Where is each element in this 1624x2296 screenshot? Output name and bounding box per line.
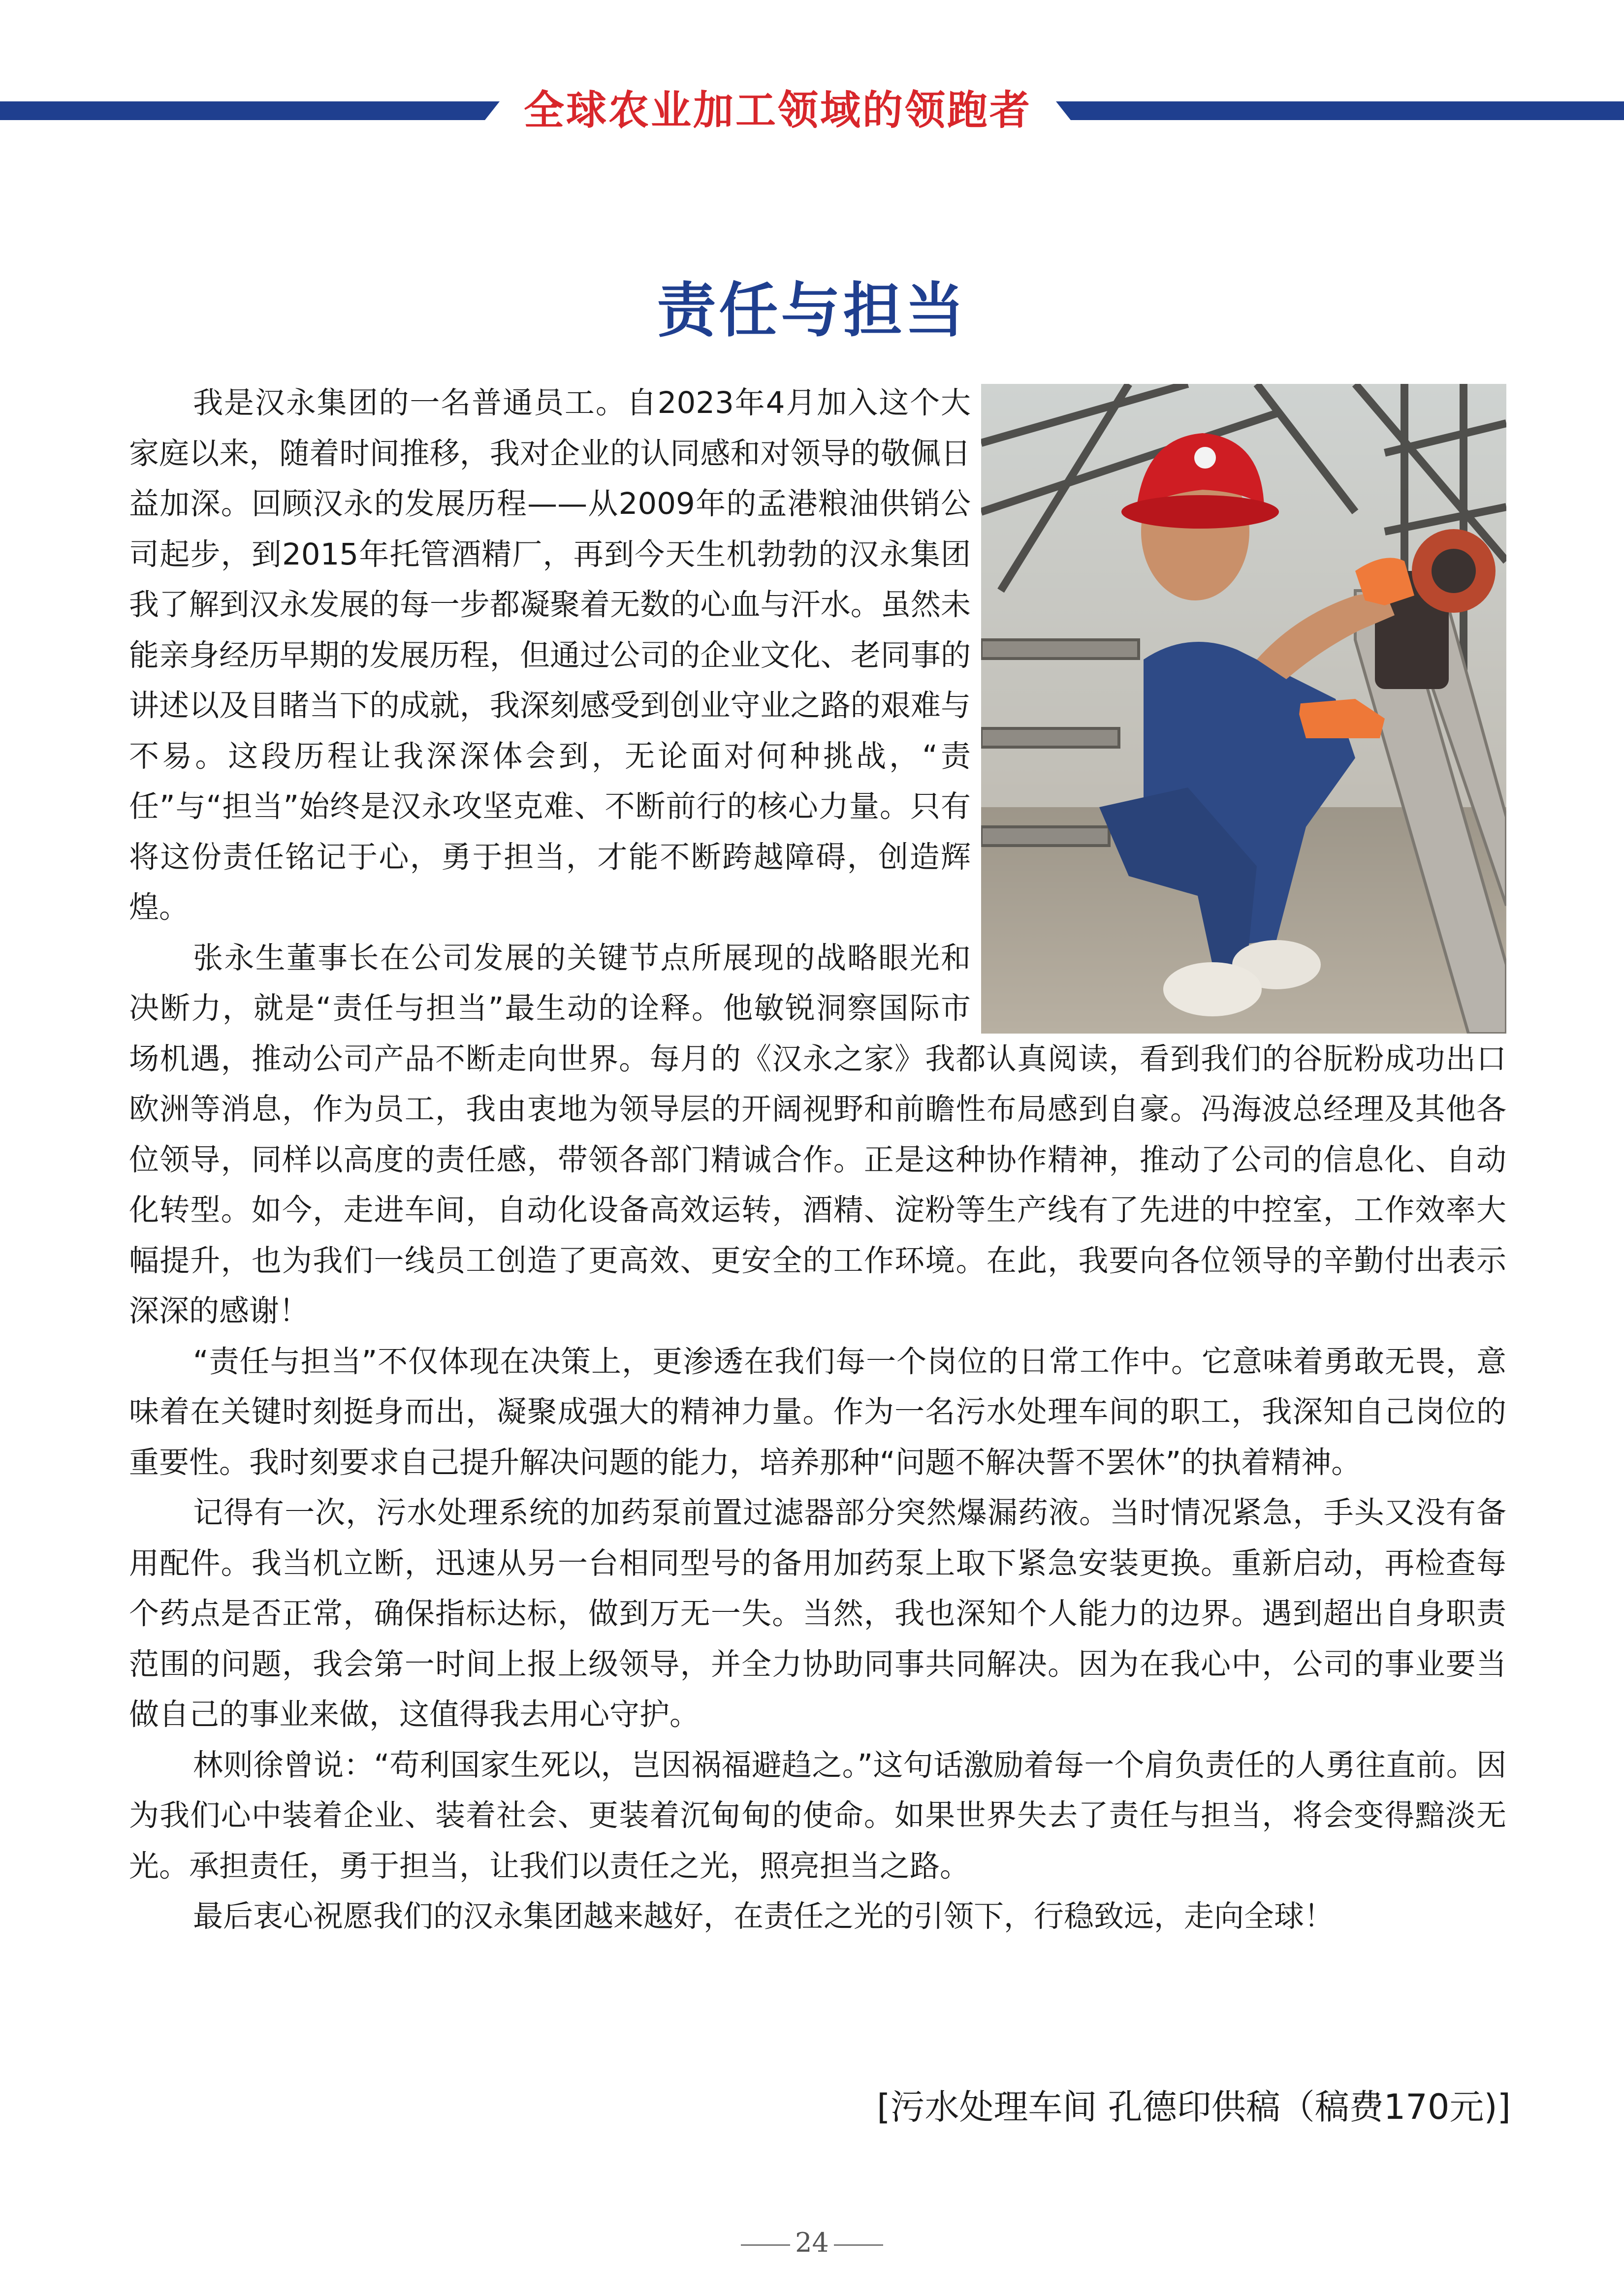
- article-paragraph: “责任与担当”不仅体现在决策上，更渗透在我们每一个岗位的日常工作中。它意味着勇敢无畏，意味着在关键时刻挺身而出，凝聚成强大的精神力量。作为一名污水处理车间的职工，我深知自己岗位的重要性。我时刻要求自己提升解决问题的能力，培养那种“问题不解决誓不罢休”的执着精神。: [129, 1344, 1506, 1480]
- page-number-dash-right: [834, 2244, 883, 2246]
- page-number-value: 24: [795, 2227, 829, 2258]
- article-signature: [污水处理车间 孔德印供稿（稿费170元)]: [877, 2087, 1511, 2127]
- header-slogan: 全球农业加工领域的领跑者: [523, 87, 1032, 134]
- header-banner: [0, 89, 1624, 133]
- article-title: 责任与担当: [657, 277, 967, 345]
- page-number: [0, 2227, 1624, 2258]
- article-paragraph: 张永生董事长在公司发展的关键节点所展现的战略眼光和决断力，就是“责任与担当”最生动的诠释。他敏锐洞察国际市场机遇，推动公司产品不断走向世界。每月的《汉永之家》我都认真阅读，看到我们的谷朊粉成功出口欧洲等消息，作为员工，我由衷地为领导层的开阔视野和前瞻性布局感到自豪。冯海波总经理及其他各位领导，同样以高度的责任感，带领各部门精诚合作。正是这种协作精神，推动了公司的信息化、自动化转型。如今，走进车间，自动化设备高效运转，酒精、淀粉等生产线有了先进的中控室，工作效率大幅提升，也为我们一线员工创造了更高效、更安全的工作环境。在此，我要向各位领导的辛勤付出表示深深的感谢！: [129, 940, 1506, 1328]
- article-paragraph: 林则徐曾说：“苟利国家生死以，岂因祸福避趋之。”这句话激励着每一个肩负责任的人勇往直前。因为我们心中装着企业、装着社会、更装着沉甸甸的使命。如果世界失去了责任与担当，将会变得黯淡无光。承担责任，勇于担当，让我们以责任之光，照亮担当之路。: [129, 1747, 1506, 1884]
- banner-wedge-right: [1056, 101, 1071, 120]
- article-paragraph: 最后衷心祝愿我们的汉永集团越来越好，在责任之光的引领下，行稳致远，走向全球！: [193, 1899, 1335, 1934]
- photo-wrap-spacer: [981, 378, 1506, 1034]
- article-body: [129, 378, 1506, 1942]
- banner-bar-left: [0, 101, 485, 120]
- page-number-dash-left: [741, 2244, 790, 2246]
- article-paragraph: 记得有一次，污水处理系统的加药泵前置过滤器部分突然爆漏药液。当时情况紧急，手头又没有备用配件。我当机立断，迅速从另一台相同型号的备用加药泵上取下紧急安装更换。重新启动，再检查每个药点是否正常，确保指标达标，做到万无一失。当然，我也深知个人能力的边界。遇到超出自身职责范围的问题，我会第一时间上报上级领导，并全力协助同事共同解决。因为在我心中，公司的事业要当做自己的事业来做，这值得我去用心守护。: [129, 1495, 1506, 1732]
- article-paragraph: 我是汉永集团的一名普通员工。自2023年4月加入这个大家庭以来，随着时间推移，我对企业的认同感和对领导的敬佩日益加深。回顾汉永的发展历程——从2009年的孟港粮油供销公司起步，到2015年托管酒精厂，再到今天生机勃勃的汉永集团我了解到汉永发展的每一步都凝聚着无数的心血与汗水。虽然未能亲身经历早期的发展历程，但通过公司的企业文化、老同事的讲述以及目睹当下的成就，我深刻感受到创业守业之路的艰难与不易。这段历程让我深深体会到，无论面对何种挑战，“责任”与“担当”始终是汉永攻坚克难、不断前行的核心力量。只有将这份责任铭记于心，勇于担当，才能不断跨越障碍，创造辉煌。: [129, 385, 971, 925]
- banner-bar-right: [1071, 101, 1624, 120]
